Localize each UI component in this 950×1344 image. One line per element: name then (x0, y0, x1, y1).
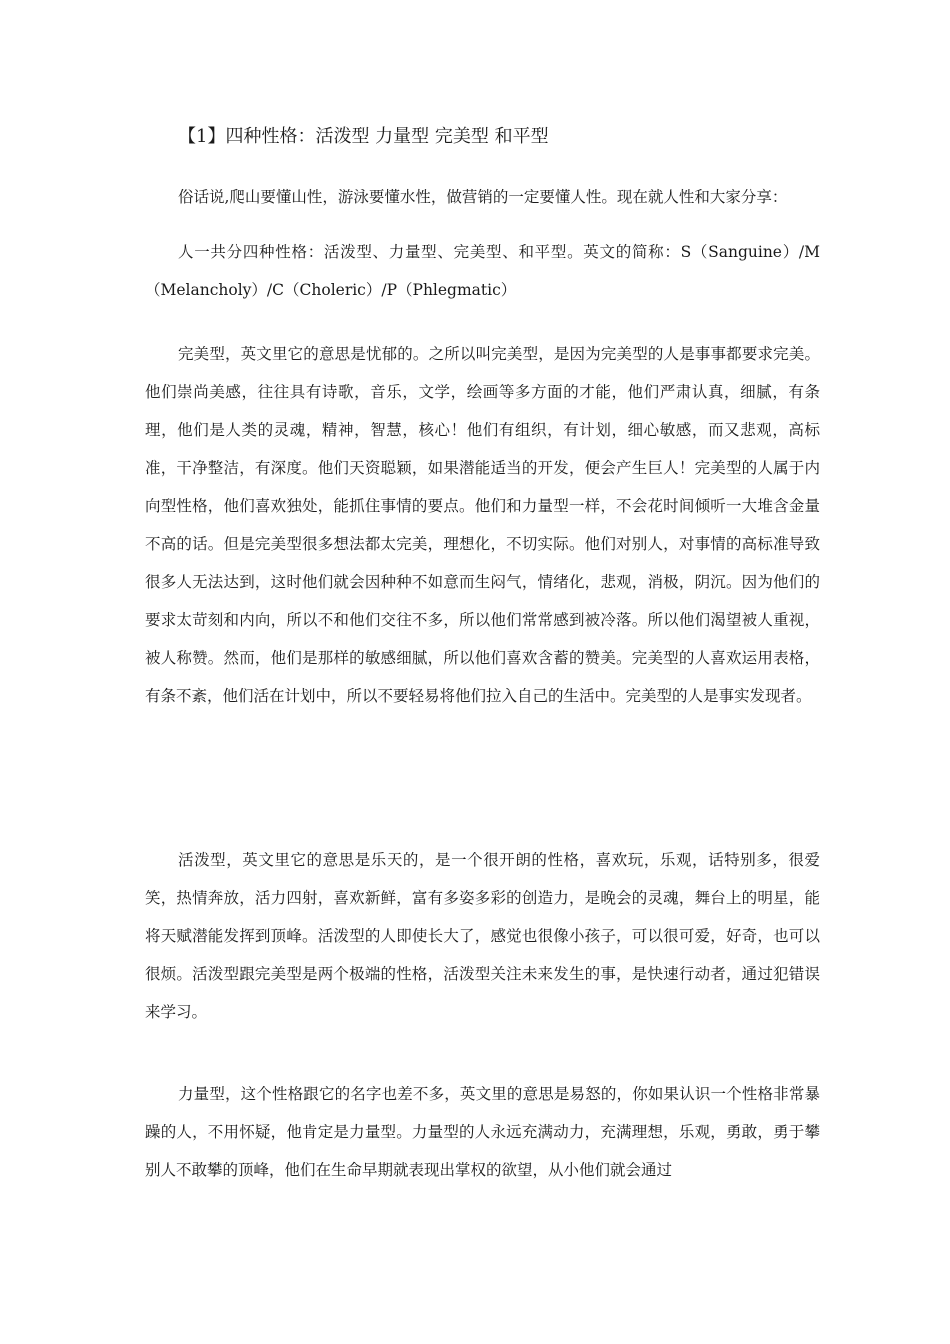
paragraph-choleric: 力量型，这个性格跟它的名字也差不多，英文里的意思是易怒的，你如果认识一个性格非常暴躁的人，不用怀疑，他肯定是力量型。力量型的人永远充满动力，充满理想，乐观，勇敢，勇于攀别人不敢攀的顶峰，他们在生命早期就表现出掌权的欲望，从小他们就会通过 (145, 1085, 820, 1179)
section-heading: 【1】四种性格：活泼型 力量型 完美型 和平型 (178, 126, 549, 147)
paragraph-sanguine: 活泼型，英文里它的意思是乐天的，是一个很开朗的性格，喜欢玩，乐观，话特别多，很爱笑，热情奔放，活力四射，喜欢新鲜，富有多姿多彩的创造力，是晚会的灵魂，舞台上的明星，能将天赋潜能发挥到顶峰。活泼型的人即使长大了，感觉也很像小孩子，可以很可爱，好奇，也可以很烦。活泼型跟完美型是两个极端的性格，活泼型关注未来发生的事，是快速行动者，通过犯错误来学习。 (145, 851, 820, 1021)
paragraph-intro: 俗话说,爬山要懂山性，游泳要懂水性，做营销的一定要懂人性。现在就人性和大家分享： (178, 188, 788, 206)
paragraph-four-types: 人一共分四种性格：活泼型、力量型、完美型、和平型。英文的简称：S（Sanguine）/M（Melancholy）/C（Choleric）/P（Phlegmatic） (145, 243, 820, 299)
paragraph-melancholy: 完美型，英文里它的意思是忧郁的。之所以叫完美型，是因为完美型的人是事事都要求完美。他们崇尚美感，往往具有诗歌，音乐，文学，绘画等多方面的才能，他们严肃认真，细腻，有条理，他们是人类的灵魂，精神，智慧，核心！他们有组织，有计划，细心敏感，而又悲观，高标准，干净整洁，有深度。他们天资聪颖，如果潜能适当的开发，便会产生巨人！完美型的人属于内向型性格，他们喜欢独处，能抓住事情的要点。他们和力量型一样，不会花时间倾听一大堆含金量不高的话。但是完美型很多想法都太完美，理想化，不切实际。他们对别人，对事情的高标准导致很多人无法达到，这时他们就会因种种不如意而生闷气，情绪化，悲观，消极，阴沉。因为他们的要求太苛刻和内向，所以不和他们交往不多，所以他们常常感到被冷落。所以他们渴望被人重视，被人称赞。然而，他们是那样的敏感细腻，所以他们喜欢含蓄的赞美。完美型的人喜欢运用表格，有条不紊，他们活在计划中，所以不要轻易将他们拉入自己的生活中。完美型的人是事实发现者。 (145, 345, 820, 705)
